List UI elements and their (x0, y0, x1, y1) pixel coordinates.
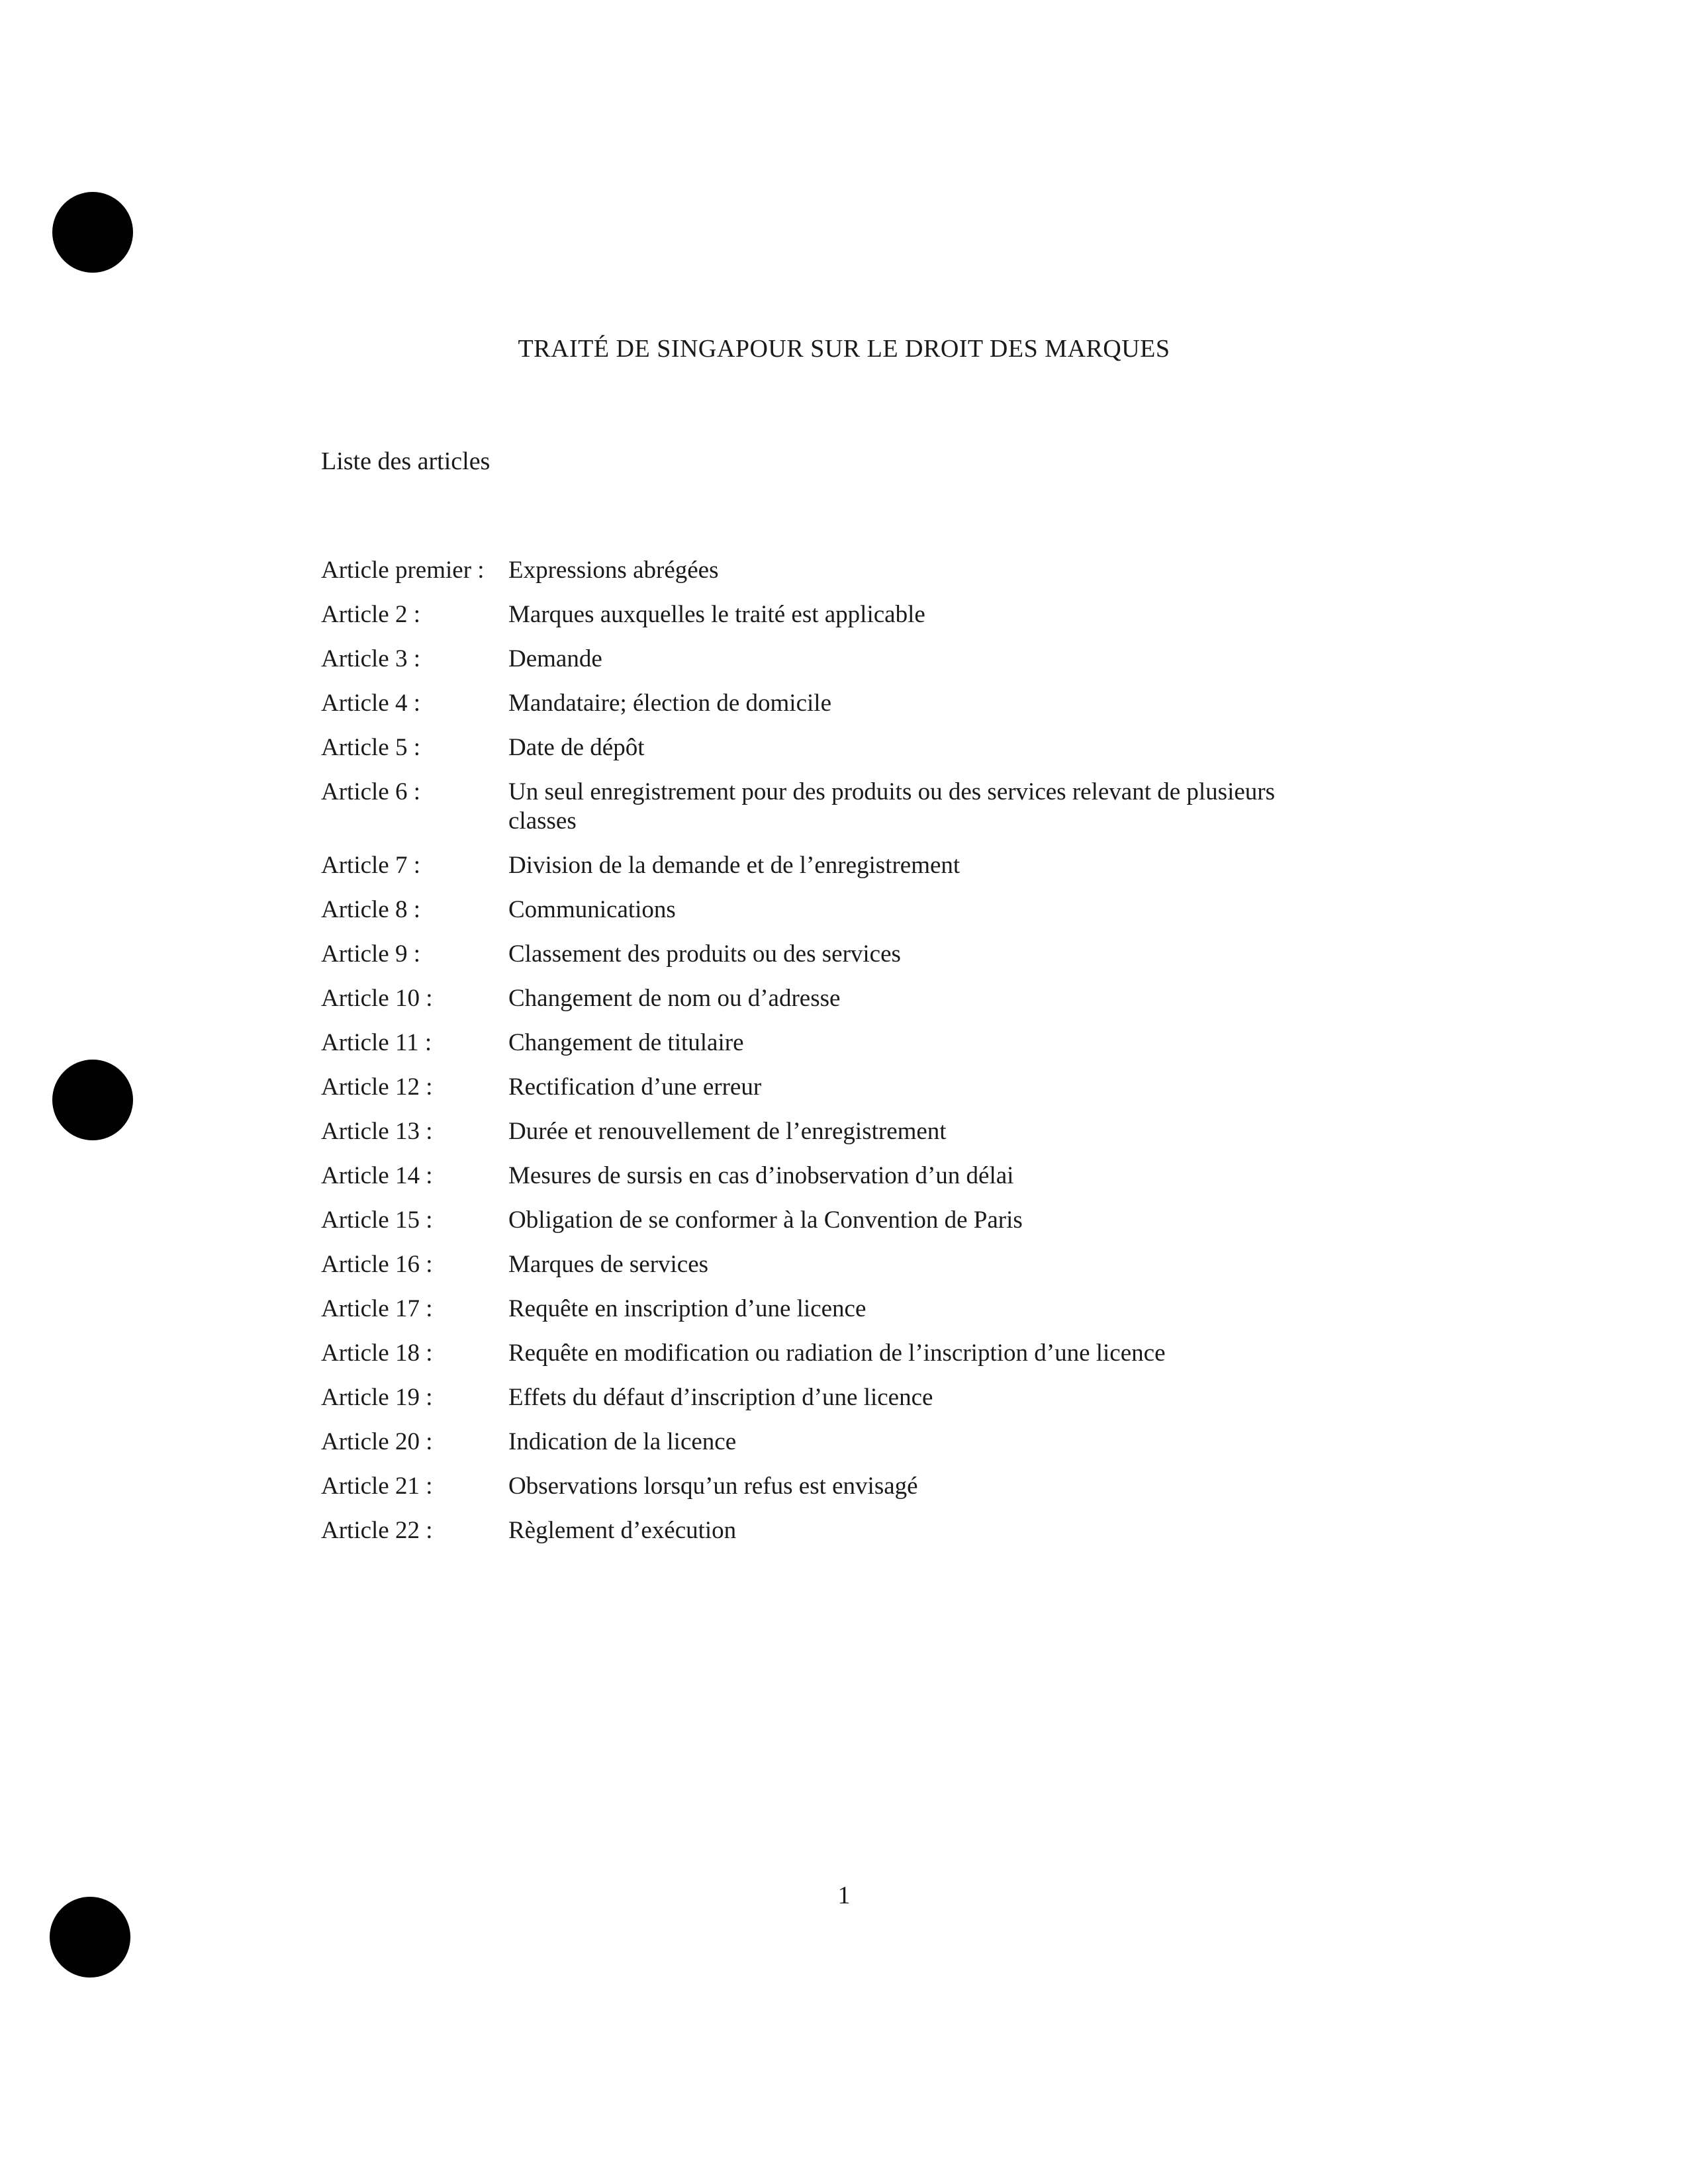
article-number: Article 2 : (321, 601, 421, 628)
article-title: Indication de la licence (508, 1428, 737, 1455)
article-number: Article 16 : (321, 1251, 433, 1278)
punch-hole-top (52, 192, 133, 273)
page-title: TRAITÉ DE SINGAPOUR SUR LE DROIT DES MARQUES (518, 335, 1170, 363)
article-title: Requête en modification ou radiation de l’inscription d’une licence (508, 1340, 1166, 1367)
article-number: Article 9 : (321, 940, 421, 968)
article-row (321, 940, 1347, 969)
article-row (321, 851, 1347, 880)
article-title: Changement de nom ou d’adresse (508, 985, 841, 1012)
article-row (321, 1161, 1347, 1191)
article-title: Changement de titulaire (508, 1029, 744, 1056)
article-row (321, 778, 1347, 836)
article-title: Marques auxquelles le traité est applicable (508, 601, 925, 628)
article-number: Article 11 : (321, 1029, 432, 1056)
article-title: Règlement d’exécution (508, 1517, 737, 1544)
article-title: Durée et renouvellement de l’enregistrement (508, 1118, 947, 1145)
article-row (321, 733, 1347, 762)
article-number: Article 14 : (321, 1162, 433, 1189)
article-number: Article 18 : (321, 1340, 433, 1367)
article-row (321, 1250, 1347, 1279)
page-number: 1 (837, 1882, 851, 1909)
article-title: Date de dépôt (508, 734, 645, 761)
article-title: Communications (508, 896, 676, 923)
article-number: Article 22 : (321, 1517, 433, 1544)
article-row (321, 556, 1347, 585)
article-row (321, 1472, 1347, 1501)
article-title: Obligation de se conformer à la Convention de Paris (508, 1206, 1023, 1234)
article-number: Article 8 : (321, 896, 421, 923)
article-number: Article 13 : (321, 1118, 433, 1145)
article-list (321, 556, 1347, 1561)
article-title: Expressions abrégées (508, 557, 719, 584)
article-row (321, 1295, 1347, 1324)
article-number: Article 5 : (321, 734, 421, 761)
article-number: Article 6 : (321, 778, 421, 805)
article-title: Observations lorsqu’un refus est envisagé (508, 1473, 918, 1500)
article-row (321, 689, 1347, 718)
article-title: Demande (508, 645, 602, 672)
article-number: Article 15 : (321, 1206, 433, 1234)
article-row (321, 1117, 1347, 1146)
article-row (321, 895, 1347, 925)
article-number: Article premier : (321, 557, 485, 584)
list-heading: Liste des articles (321, 447, 491, 475)
article-row (321, 1028, 1347, 1058)
article-number: Article 7 : (321, 852, 421, 879)
article-title: Marques de services (508, 1251, 709, 1278)
article-title: Mesures de sursis en cas d’inobservation d’un délai (508, 1162, 1014, 1189)
article-number: Article 4 : (321, 690, 421, 717)
article-number: Article 21 : (321, 1473, 433, 1500)
article-title: Rectification d’une erreur (508, 1073, 762, 1101)
article-title: Mandataire; élection de domicile (508, 690, 831, 717)
article-row (321, 1383, 1347, 1412)
article-number: Article 10 : (321, 985, 433, 1012)
article-row (321, 984, 1347, 1013)
article-row (321, 600, 1347, 629)
punch-hole-middle (52, 1060, 133, 1140)
article-title: Classement des produits ou des services (508, 940, 901, 968)
article-row (321, 1516, 1347, 1545)
article-title: Effets du défaut d’inscription d’une licence (508, 1384, 933, 1411)
article-title: Division de la demande et de l’enregistrement (508, 852, 961, 879)
article-row (321, 1428, 1347, 1457)
article-number: Article 17 : (321, 1295, 433, 1322)
article-number: Article 20 : (321, 1428, 433, 1455)
article-row (321, 645, 1347, 674)
article-number: Article 19 : (321, 1384, 433, 1411)
article-number: Article 12 : (321, 1073, 433, 1101)
article-row (321, 1339, 1347, 1368)
article-number: Article 3 : (321, 645, 421, 672)
article-row (321, 1073, 1347, 1102)
article-row (321, 1206, 1347, 1235)
article-title: Un seul enregistrement pour des produits ou des services relevant de plusieurs classes (508, 778, 1276, 835)
article-title: Requête en inscription d’une licence (508, 1295, 867, 1322)
